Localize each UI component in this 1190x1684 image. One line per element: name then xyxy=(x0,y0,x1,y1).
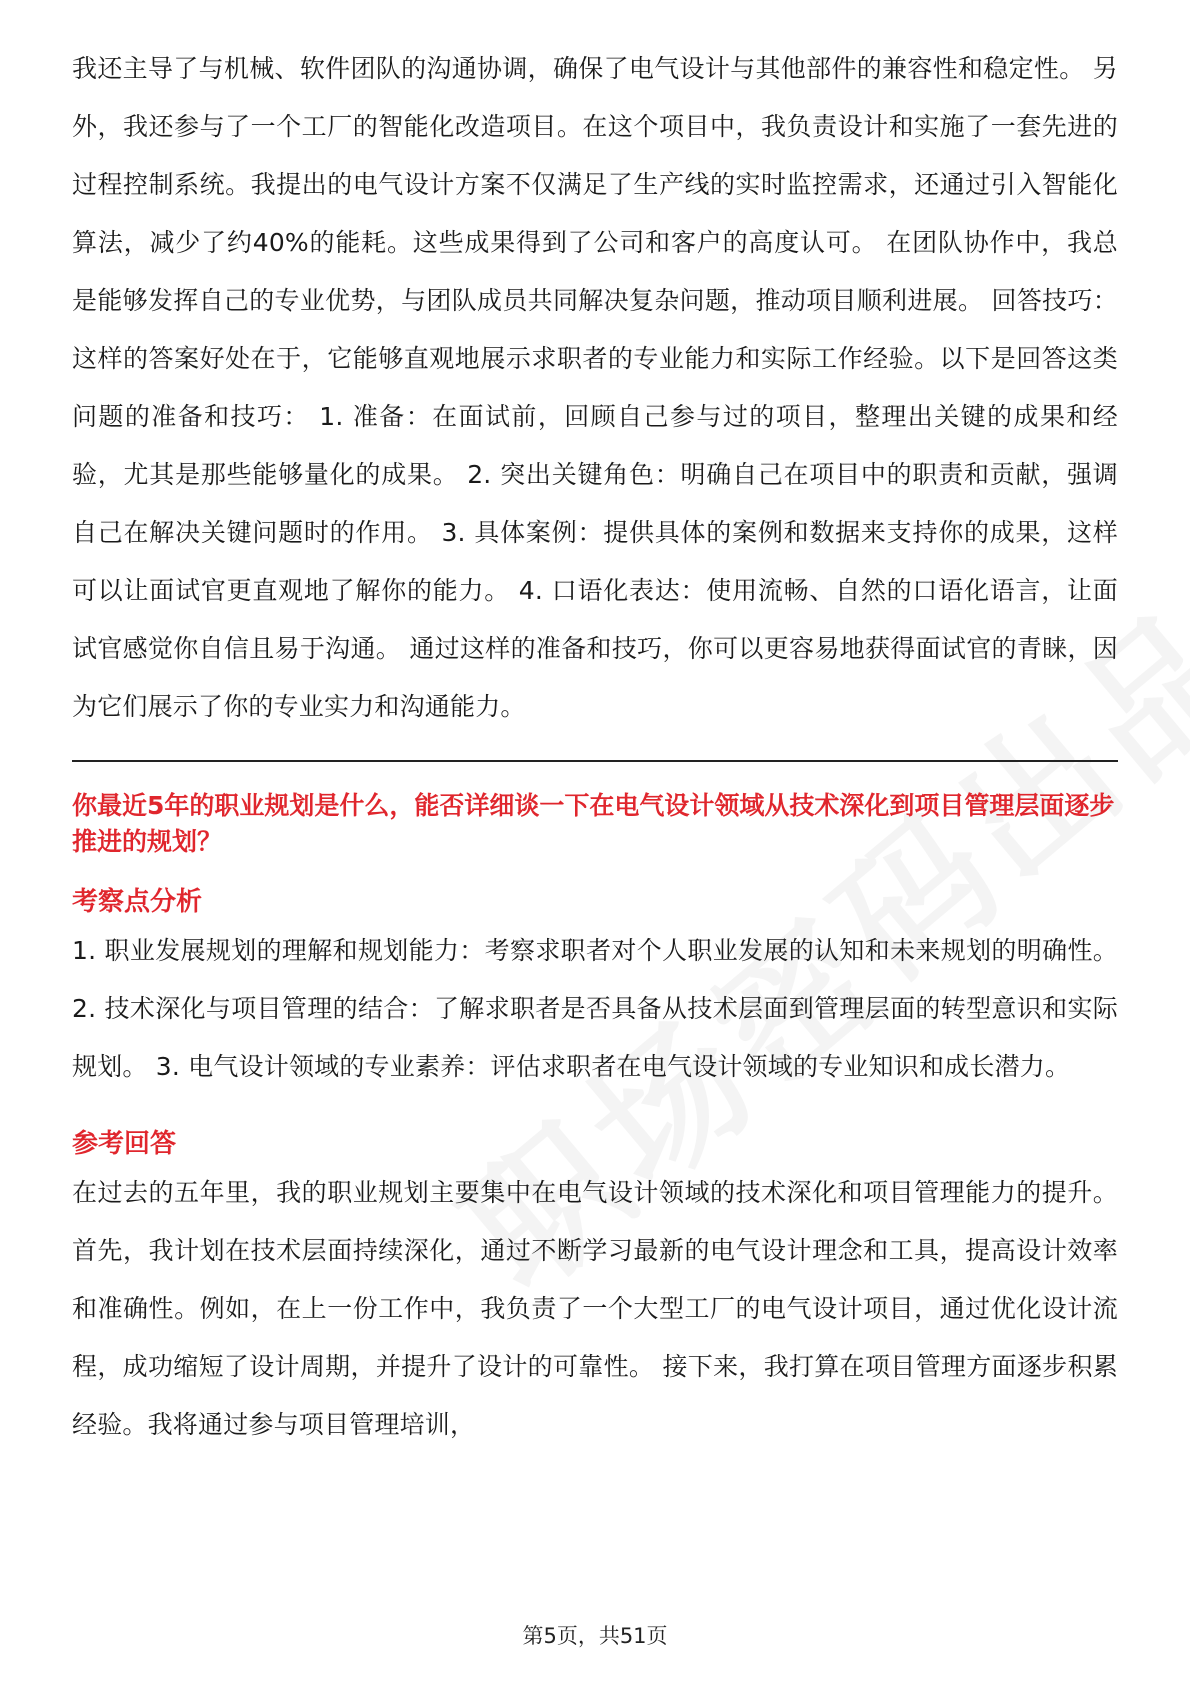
intro-paragraph: 我还主导了与机械、软件团队的沟通协调，确保了电气设计与其他部件的兼容性和稳定性。 另外，我还参与了一个工厂的智能化改造项目。在这个项目中，我负责设计和实施了一套先进的过程控制系统。我提出的电气设计方案不仅满足了生产线的实时监控需求，还通过引入智能化算法，减少了约40%的能耗。这些成果得到了公司和客户的高度认可。 在团队协作中，我总是能够发挥自己的专业优势，与团队成员共同解决复杂问题，推动项目顺利进展。 回答技巧： 这样的答案好处在于，它能够直观地展示求职者的专业能力和实际工作经验。以下是回答这类问题的准备和技巧： 1. 准备：在面试前，回顾自己参与过的项目，整理出关键的成果和经验，尤其是那些能够量化的成果。 2. 突出关键角色：明确自己在项目中的职责和贡献，强调自己在解决关键问题时的作用。 3. 具体案例：提供具体的案例和数据来支持你的成果，这样可以让面试官更直观地了解你的能力。 4. 口语化表达：使用流畅、自然的口语化语言，让面试官感觉你自信且易于沟通。 通过这样的准备和技巧，你可以更容易地获得面试官的青睐，因为它们展示了你的专业实力和沟通能力。 xyxy=(72,54,1118,721)
section-divider xyxy=(72,760,1118,762)
document-page xyxy=(72,40,1118,1454)
analysis-heading: 考察点分析 xyxy=(72,887,203,917)
page-number-footer: 第5页，共51页 xyxy=(522,1624,668,1648)
analysis-paragraph: 1. 职业发展规划的理解和规划能力：考察求职者对个人职业发展的认知和未来规划的明确性。 2. 技术深化与项目管理的结合：了解求职者是否具备从技术层面到管理层面的转型意识和实际规划。 3. 电气设计领域的专业素养：评估求职者在电气设计领域的专业知识和成长潜力。 xyxy=(72,936,1118,1081)
question-title: 你最近5年的职业规划是什么，能否详细谈一下在电气设计领域从技术深化到项目管理层面逐步推进的规划？ xyxy=(72,791,1115,856)
answer-heading: 参考回答 xyxy=(72,1129,177,1159)
answer-paragraph: 在过去的五年里，我的职业规划主要集中在电气设计领域的技术深化和项目管理能力的提升。首先，我计划在技术层面持续深化，通过不断学习最新的电气设计理念和工具，提高设计效率和准确性。例如，在上一份工作中，我负责了一个大型工厂的电气设计项目，通过优化设计流程，成功缩短了设计周期，并提升了设计的可靠性。 接下来，我打算在项目管理方面逐步积累经验。我将通过参与项目管理培训， xyxy=(72,1178,1118,1439)
